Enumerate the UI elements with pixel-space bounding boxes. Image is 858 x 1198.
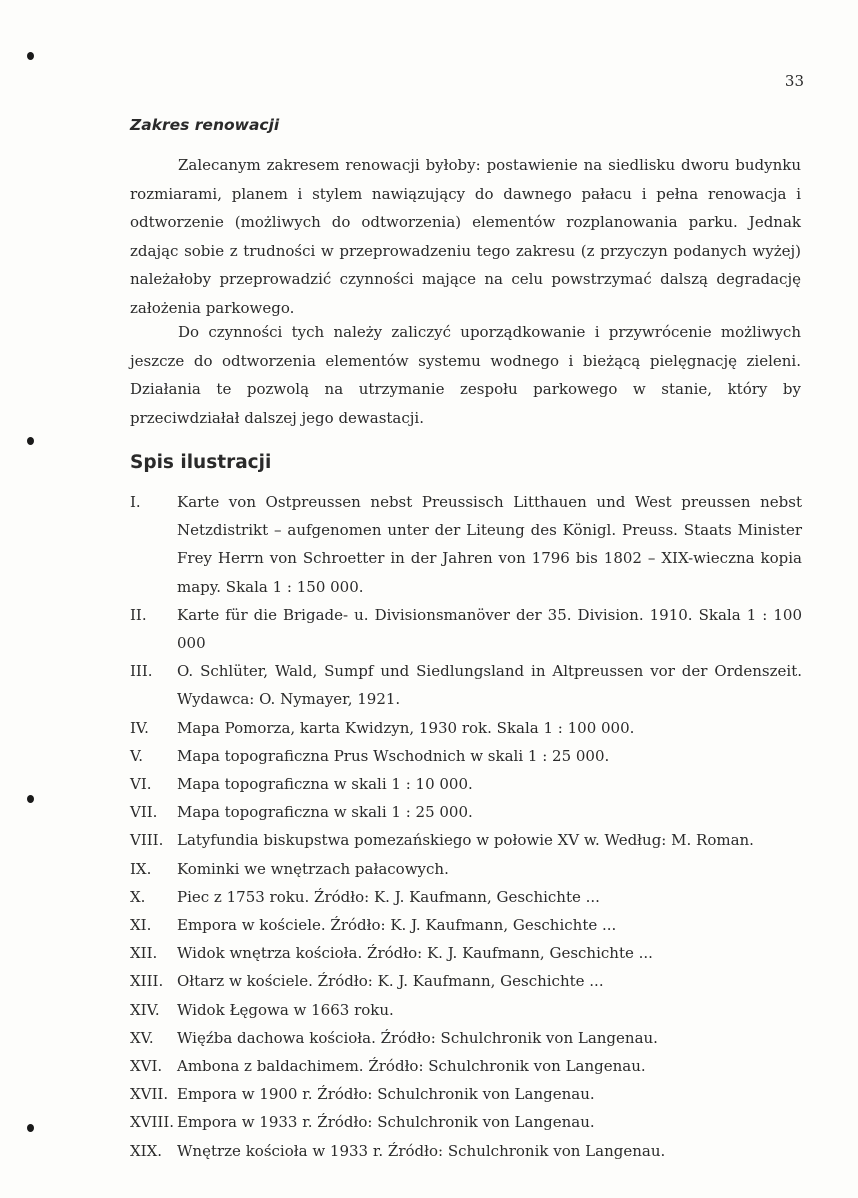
illustration-list xyxy=(130,488,802,1165)
list-item xyxy=(130,742,802,770)
binder-hole-mark xyxy=(27,795,34,803)
list-item xyxy=(130,714,802,742)
list-item xyxy=(130,967,802,995)
list-item xyxy=(130,939,802,967)
list-item-number: II. xyxy=(130,605,147,624)
list-item-number: XII. xyxy=(130,944,158,963)
list-item xyxy=(130,1024,802,1052)
list-item-number: VII. xyxy=(130,803,158,822)
list-item-number: XVI. xyxy=(130,1057,163,1076)
list-item-text: Kominki we wnętrzach pałacowych. xyxy=(177,859,449,878)
list-item-text: Karte von Ostpreussen nebst Preussisch Litthauen und West preussen nebst Netzdistrikt – aufgenomen unter der Liteung des Königl. Preuss. Staats Minister Frey Herrn von Schroetter in der Jahren von 1796 bis 1802 – XIX-wieczna kopia mapy. Skala 1 : 150 000. xyxy=(177,493,802,596)
list-item-number: XV. xyxy=(130,1028,154,1047)
list-item xyxy=(130,883,802,911)
list-item-text: Empora w 1933 r. Źródło: Schulchronik von Langenau. xyxy=(177,1113,595,1132)
list-item-text: Wnętrze kościoła w 1933 r. Źródło: Schulchronik von Langenau. xyxy=(177,1141,666,1160)
list-item xyxy=(130,1108,802,1136)
list-item-text: Ambona z baldachimem. Źródło: Schulchronik von Langenau. xyxy=(177,1057,646,1076)
list-item-text: Karte für die Brigade- u. Divisionsmanöver der 35. Division. 1910. Skala 1 : 100 000 xyxy=(177,605,802,653)
list-item xyxy=(130,1137,802,1165)
list-item xyxy=(130,911,802,939)
list-item-text: Ołtarz w kościele. Źródło: K. J. Kaufmann, Geschichte ... xyxy=(177,972,604,991)
list-item-number: XIX. xyxy=(130,1141,163,1160)
list-item-number: XVIII. xyxy=(130,1113,175,1132)
list-item-text: Mapa Pomorza, karta Kwidzyn, 1930 rok. Skala 1 : 100 000. xyxy=(177,718,635,737)
list-item-number: XIII. xyxy=(130,972,164,991)
list-item xyxy=(130,488,802,601)
section-heading-renovation: Zakres renowacji xyxy=(130,116,280,134)
list-item-number: VI. xyxy=(130,775,152,794)
list-item-text: Widok Łęgowa w 1663 roku. xyxy=(177,1000,394,1019)
list-item-text: Latyfundia biskupstwa pomezańskiego w połowie XV w. Według: M. Roman. xyxy=(177,831,754,850)
list-item-number: X. xyxy=(130,887,146,906)
list-item-text: Piec z 1753 roku. Źródło: K. J. Kaufmann, Geschichte ... xyxy=(177,887,600,906)
list-item-text: Więźba dachowa kościoła. Źródło: Schulchronik von Langenau. xyxy=(177,1028,658,1047)
list-item xyxy=(130,1080,802,1108)
list-item-text: Widok wnętrza kościoła. Źródło: K. J. Kaufmann, Geschichte ... xyxy=(177,944,653,963)
list-item xyxy=(130,826,802,854)
list-item xyxy=(130,855,802,883)
list-item-text: Mapa topograficzna Prus Wschodnich w skali 1 : 25 000. xyxy=(177,746,610,765)
list-item-number: I. xyxy=(130,493,141,511)
list-item-number: V. xyxy=(130,746,143,765)
list-item-number: IV. xyxy=(130,718,149,737)
list-item xyxy=(130,601,802,657)
binder-hole-mark xyxy=(27,1124,34,1132)
paragraph-text: Do czynności tych należy zaliczyć uporządkowanie i przywrócenie możliwych jeszcze do odtworzenia elementów systemu wodnego i bieżącą pielęgnację zieleni. Działania te pozwolą na utrzymanie zespołu parkowego w stanie, który by przeciwdziałał dalszej jego dewastacji. xyxy=(130,323,801,427)
list-item xyxy=(130,798,802,826)
list-item-number: VIII. xyxy=(130,831,164,850)
list-item-number: XI. xyxy=(130,916,152,935)
paragraph xyxy=(130,151,801,322)
list-item xyxy=(130,770,802,798)
list-item-number: XIV. xyxy=(130,1000,160,1019)
list-item-number: XVII. xyxy=(130,1085,169,1104)
page-number: 33 xyxy=(784,72,804,90)
list-item xyxy=(130,996,802,1024)
binder-hole-mark xyxy=(27,437,34,445)
list-item-number: III. xyxy=(130,662,153,681)
list-item xyxy=(130,1052,802,1080)
list-item-text: Mapa topograficzna w skali 1 : 10 000. xyxy=(177,775,473,794)
list-item-number: IX. xyxy=(130,859,152,878)
list-item-text: Empora w kościele. Źródło: K. J. Kaufmann, Geschichte ... xyxy=(177,916,617,935)
list-item xyxy=(130,657,802,713)
paragraph xyxy=(130,318,801,432)
list-item-text: Mapa topograficzna w skali 1 : 25 000. xyxy=(177,803,473,822)
binder-hole-mark xyxy=(27,52,34,60)
list-item-text: Empora w 1900 r. Źródło: Schulchronik von Langenau. xyxy=(177,1085,595,1104)
section-heading-illustrations: Spis ilustracji xyxy=(130,452,272,473)
paragraph-text: Zalecanym zakresem renowacji byłoby: postawienie na siedlisku dworu budynku rozmiarami, planem i stylem nawiązujący do dawnego pałacu i pełna renowacja i odtworzenie (możliwych do odtworzenia) elementów rozplanowania parku. Jednak zdając sobie z trudności w przeprowadzeniu tego zakresu (z przyczyn podanych wyżej) należałoby przeprowadzić czynności mające na celu powstrzymać dalszą degradację założenia parkowego. xyxy=(130,156,801,317)
list-item-text: O. Schlüter, Wald, Sumpf und Siedlungsland in Altpreussen vor der Ordenszeit. Wydawca: O. Nymayer, 1921. xyxy=(177,662,802,709)
